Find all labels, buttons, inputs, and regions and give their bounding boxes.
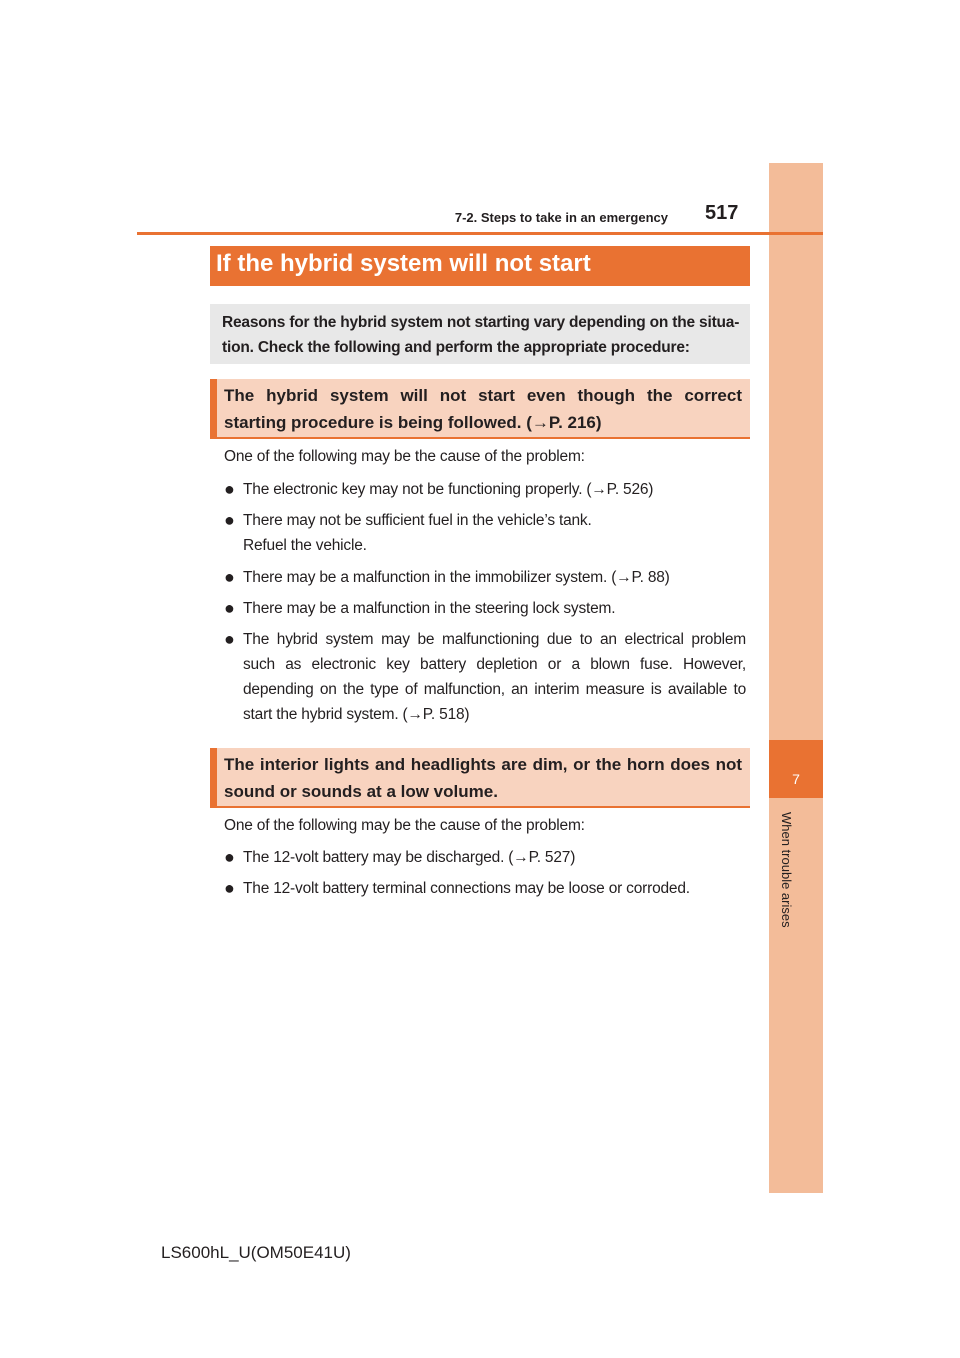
list-item-text: There may be a malfunction in the immobilizer system. (→P. 88): [243, 569, 670, 586]
bullet-icon: ●: [224, 598, 235, 618]
page-title: If the hybrid system will not start: [216, 250, 591, 277]
section2-heading-box: [210, 748, 750, 808]
bullet-icon: ●: [224, 510, 235, 530]
chapter-label: When trouble arises: [779, 812, 794, 928]
bullet-icon: ●: [224, 567, 235, 587]
list-item-text: There may not be sufficient fuel in the vehicle’s tank.: [243, 512, 592, 529]
bullet-icon: ●: [224, 878, 235, 898]
list-item-text: The 12-volt battery terminal connections may be loose or corroded.: [243, 880, 690, 897]
bullet-icon: ●: [224, 629, 235, 649]
section2-heading-accent: [210, 748, 217, 806]
intro-box: [210, 304, 750, 364]
list-item: [224, 596, 746, 621]
chapter-side-strip: [769, 163, 823, 1193]
list-item: [224, 845, 746, 870]
section-reference: 7-2. Steps to take in an emergency: [454, 210, 668, 225]
bullet-icon: ●: [224, 847, 235, 867]
section1-heading-box: [210, 379, 750, 439]
page-title-bar: [210, 246, 750, 286]
list-item-text: The electronic key may not be functioning properly. (→P. 526): [243, 481, 654, 498]
section1-lead: One of the following may be the cause of the problem:: [224, 448, 585, 465]
list-item: [224, 477, 746, 502]
intro-text: Reasons for the hybrid system not starting vary depending on the situa- tion. Check the following and perform the appropriate procedure:: [222, 314, 740, 356]
list-item-text: The hybrid system may be malfunctioning due to an electrical problem such as electronic key battery depletion or a blown fuse. However, depending on the type of malfunction, an interim measure is available to start the hybrid system. (→P. 518): [243, 631, 746, 723]
chapter-tab[interactable]: [769, 740, 823, 798]
list-item-text: There may be a malfunction in the steering lock system.: [243, 600, 616, 617]
list-item: [224, 627, 746, 727]
bullet-icon: ●: [224, 479, 235, 499]
section2-lead: One of the following may be the cause of the problem:: [224, 817, 585, 834]
section2-heading: The interior lights and headlights are dim, or the horn does not sound or sounds at a low volume.: [224, 755, 742, 801]
list-item-subtext: Refuel the vehicle.: [243, 537, 367, 554]
section1-heading: The hybrid system will not start even though the correct starting procedure is being followed. (→P. 216): [224, 386, 742, 432]
list-item: [224, 565, 746, 590]
header-divider: [137, 232, 823, 235]
list-item-text: The 12-volt battery may be discharged. (→P. 527): [243, 849, 576, 866]
page-number: 517: [705, 202, 739, 224]
list-item: [224, 876, 746, 901]
section1-heading-accent: [210, 379, 217, 437]
footer-model-code: LS600hL_U(OM50E41U): [161, 1243, 351, 1262]
chapter-number: 7: [792, 771, 800, 787]
list-item: [224, 508, 746, 558]
